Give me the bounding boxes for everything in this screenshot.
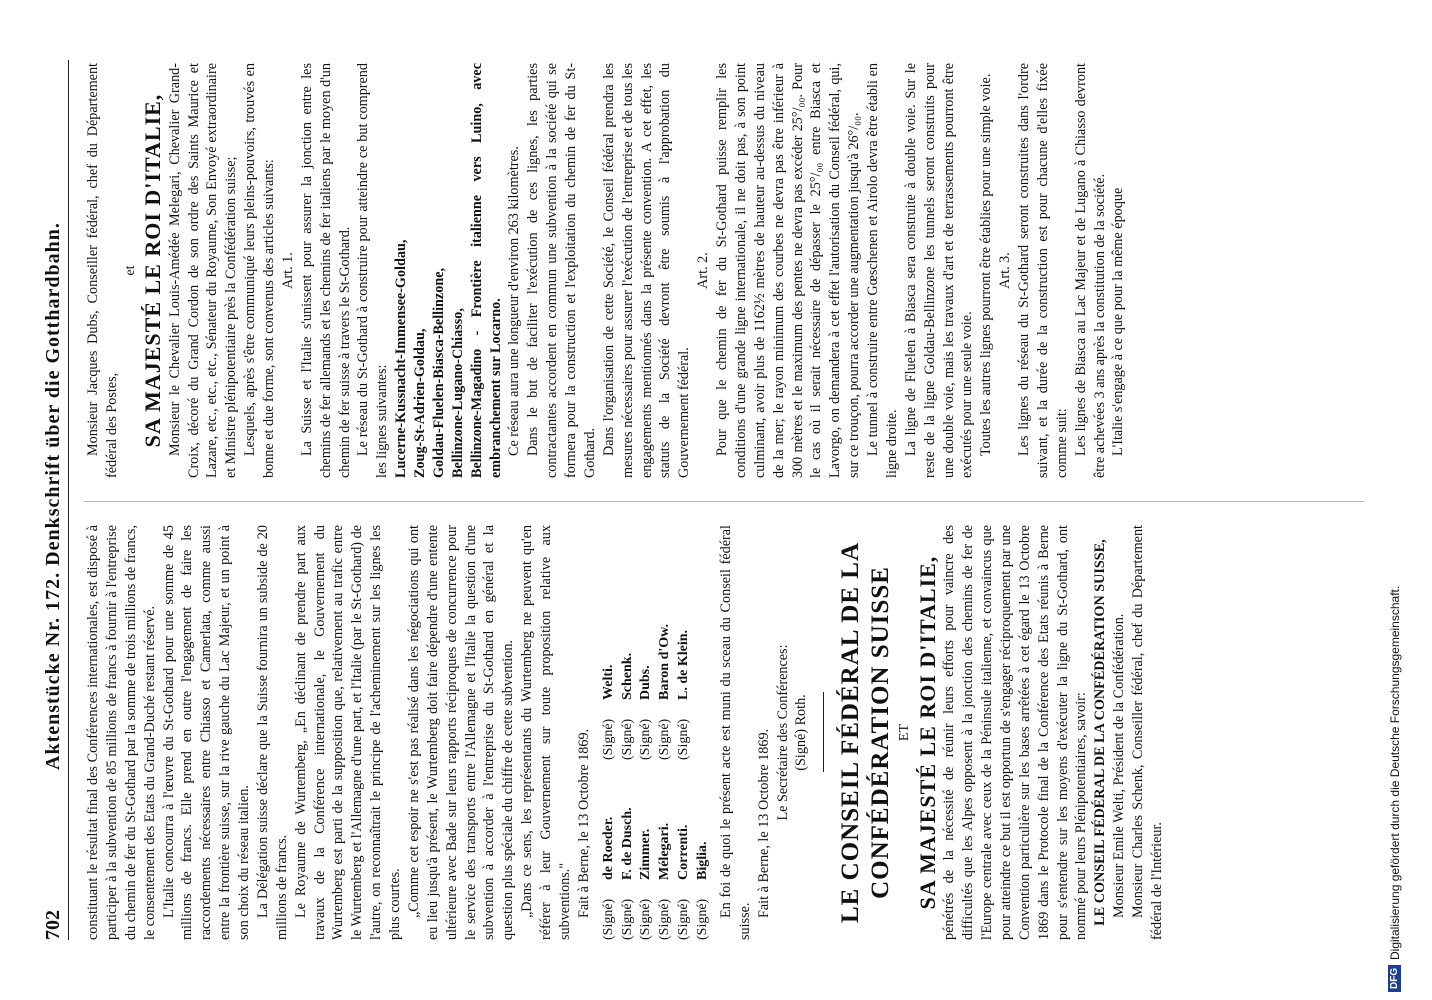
paragraph: „Comme cet espoir ne s'est pas réalisé dans les négociations qui ont eu lieu jusqu'à présent, le Wurtemberg doit faire dépendre d'une entente ultérieure avec Bade sur leurs rapports réciproques de concurrence pour le service des transports entre l'Allemagne et l'Italie la question d'une subvention à accorder à l'entreprise du St-Gothard en général et la question plus spéciale du chiffre de cette subvention.: [405, 525, 517, 940]
dfg-logo: DFG: [1388, 965, 1401, 992]
digitization-footer: [1382, 0, 1412, 1000]
signatory-name: L. de Klein.: [676, 629, 692, 700]
line-item: Goldau-Fluelen-Biasca-Bellinzone,: [430, 267, 447, 478]
right-column: [84, 63, 1374, 478]
page-number: 702: [42, 910, 64, 940]
paragraph: En foi de quoi le présent acte est muni du sceau du Conseil fédéral suisse.: [717, 525, 753, 940]
majesty-heading: SA MAJESTÉ LE ROI D'ITALIE,: [140, 93, 166, 448]
signatory-name: F. de Dusch.: [619, 807, 635, 880]
document-page: [40, 60, 1370, 940]
signatory-name: Correnti.: [676, 824, 692, 880]
paragraph: Dans l'organisation de cette Société, le Conseil fédéral prendra les mesures nécessaires pour assurer l'exécution de l'entreprise et de tous les engagements mentionnés dans la présente convention. A cet effet, les statuts de la Société devront être soumis à l'approbation du Gouvernement fédéral.: [600, 63, 693, 478]
paragraph: La ligne de Fluelen à Biasca sera construite à double voie. Sur le reste de la ligne Goldau-Bellinzone les tunnels seront construits pour une double voie, mais les travaux d'art et de terrassements pourront être exécutés pour une seule voie.: [902, 63, 976, 478]
paragraph: L'Italie concourra à l'œuvre du St-Gothard pour une somme de 45 millions de francs. Elle prend en outre l'engagement de faire les raccordements nécessaires entre Chiasso et Camerlata, comme aussi entre la frontière suisse, sur la rive gauche du Lac Majeur, et un point à son choix du réseau italien.: [160, 525, 252, 940]
line-item: Bellinzone-Lugano-Chiasso,: [449, 308, 466, 478]
signature-row: [694, 525, 713, 940]
paragraph: La Suisse et l'Italie s'unissent pour assurer la jonction entre les chemins de fer allemands et les chemins de fer italiens par le moyen d'un chemin de fer suisse à travers le St-Gothard.: [298, 63, 353, 478]
signature-mark: (Signé): [619, 718, 635, 760]
date-line: Fait à Berne, le 13 Octobre 1869.: [575, 728, 592, 918]
majesty-heading: SA MAJESTÉ LE ROI D'ITALIE,: [914, 555, 940, 910]
signature-mark: (Signé): [676, 898, 692, 940]
line-item: Bellinzone-Magadino - Frontière italienne vers Luino, avec embranchement sur Locarno.: [468, 63, 504, 478]
paragraph: Le Royaume de Wurtemberg, „En déclinant de prendre part aux travaux de la Conférence internationale, le Gouvernement du Wurtemberg est parti de la supposition que, relativement au trafic entre le Wurtemberg et l'Allemagne d'une part, et l'Italie (par le St-Gothard) de l'autre, on reconnaîtrait le principe de l'acheminement sur les lignes les plus courtes.: [292, 525, 403, 940]
signature-mark: (Signé): [657, 718, 673, 760]
signature-block: [600, 525, 713, 940]
signature-mark: (Signé): [600, 898, 616, 940]
date-line: Fait à Berne, le 13 Octobre 1869.: [755, 728, 772, 918]
signature-row: [656, 525, 675, 940]
line-item: Zoug-St-Adrien-Goldau,: [412, 328, 429, 478]
paragraph: Ce réseau aura une longueur d'environ 263 kilomètres.: [506, 146, 523, 456]
paragraph: Pour que le chemin de fer du St-Gothard puisse remplir les conditions d'une grande ligne internationale, il ne doit pas, à son point culminant, avoir plus de 1162½ mètres de hauteur au-dessus du niveau de la mer; le rayon minimum des courbes ne devra pas être inférieur à 300 mètres et le maximum des pentes ne devra pas excéder 25°/₀₀. Pour le cas où il serait nécessaire de dépasser le 25°/₀₀ entre Biasca et Lavorgo, on demandera à cet effet l'autorisation du Conseil fédéral, qui, sur ce trouçon, pourra accorder une augmentation jusqu'à 26°/₀₀.: [714, 63, 863, 478]
paragraph: L'Italie s'engage à ce que pour la même époque: [1110, 187, 1127, 456]
signatory-name: Mélegari.: [657, 822, 673, 880]
signatory-name: Zimmer.: [638, 828, 654, 880]
article-heading: Art. 2.: [695, 252, 712, 289]
line-item: Lucerne-Kussnacht-Immensee-Goldau,: [393, 239, 410, 478]
paragraph: Toutes les autres lignes pourront être établies pour une simple voie.: [978, 73, 995, 456]
conjunction-line: ET: [897, 723, 913, 742]
signatory-name: Dubs.: [638, 665, 654, 700]
signatory-name: Baron d'Ow.: [657, 624, 673, 700]
secretary-signature: (Signé) Roth.: [793, 694, 810, 771]
plenipotentiary-heading: LE CONSEIL FÉDÉRAL DE LA CONFÉDÉRATION SUISSE,: [1092, 539, 1109, 926]
paragraph: Monsieur Jacques Dubs, Conseiller fédéral, chef du Département fédéral des Postes,: [85, 63, 120, 478]
paragraph: pénétrés de la nécessité de réunir leurs efforts pour vaincre des difficultés que les Alpes opposent à la jonction des chemins de fer de l'Europe centrale avec ceux de la Péninsule italienne, et convaincus que pour atteindre ce but il est opportun de s'engager réciproquement par une Convention particulière sur les bases arrêtées à cet égard le 13 Octobre 1869 dans le Protocole final de la Conférence des Etats réunis à Berne pour s'entendre sur les moyens d'exécuter la ligne du St-Gothard, ont nommé pour leurs Plénipotentiaires, savoir:: [941, 525, 1090, 940]
treaty-heading: LE CONSEIL FÉDÉRAL DE LA CONFÉDÉRATION SUISSE: [837, 541, 895, 924]
page-header: [40, 60, 69, 940]
paragraph: „Dans ce sens, les représentants du Wurtemberg ne peuvent qu'en référer à leur Gouvernement sur toute proposition relative aux subventions.": [519, 525, 573, 940]
secretary-line: Le Secrétaire des Conférences:: [774, 644, 791, 821]
digitization-credit: Digitalisierung gefördert durch die Deutsche Forschungsgemeinschaft.: [1388, 585, 1402, 960]
paragraph: constituant le résultat final des Conférences internationales, est disposé à participer à la subvention de 85 millions de francs à fournir à l'entreprise du chemin de fer du St-Gothard par la somme de trois millions de francs, le consentement des Etats du Grand-Duché restant réservé.: [85, 525, 158, 940]
paragraph: Les lignes du réseau du St-Gothard seront construites dans l'ordre suivant, et la durée de la construction est pour chacune d'elles fixée comme suit:: [1016, 63, 1070, 478]
signatory-name: de Roeder.: [600, 816, 616, 880]
signatory-name: Biglia.: [695, 841, 711, 880]
signature-mark: (Signé): [638, 718, 654, 760]
signature-mark: (Signé): [619, 898, 635, 940]
signatory-name: Welti.: [600, 664, 616, 700]
paragraph: Monsieur le Chevalier Louis-Amédée Melegari, Chevalier Grand-Croix, décoré du Grand Cordon de son ordre des Saints Maurice et Lazare, etc., etc., etc., Sénateur du Royaume, Son Envoyé extraordinaire et Ministre plénipotentiaire près la Confédération suisse;: [166, 63, 240, 478]
signature-row: [619, 525, 638, 940]
signature-row: [637, 525, 656, 940]
running-title: Aktenstücke Nr. 172. Denkschrift über die Gotthardbahn.: [42, 222, 64, 770]
article-heading: Art. 3.: [997, 252, 1014, 289]
article-heading: Art. 1.: [279, 252, 296, 289]
paragraph: Monsieur Emile Welti, Président de la Confédération.: [1111, 613, 1128, 918]
paragraph: Le tunnel à construire entre Gœschenen et Airolo devra être établi en ligne droite.: [865, 63, 900, 478]
left-column: [84, 525, 1374, 940]
signature-row: [675, 525, 694, 940]
paragraph: Le réseau du St-Gothard à construire pour atteindre ce but comprend les lignes suivantes:: [355, 63, 391, 478]
paragraph: Dans le but de faciliter l'exécution de ces lignes, les parties contractantes accordent en commun une subvention à la société qui se formera pour la construction et l'exploitation du chemin de fer du St-Gothard.: [525, 63, 598, 478]
paragraph: Monsieur Charles Schenk, Conseiller fédéral, chef du Département fédéral de l'Intérieur.: [1130, 525, 1165, 940]
section-divider: [823, 693, 824, 773]
signature-mark: (Signé): [600, 718, 616, 760]
signature-mark: (Signé): [657, 898, 673, 940]
column-divider: [84, 501, 1364, 502]
paragraph: Les lignes de Biasca au Lac Majeur et de Lugano à Chiasso devront être achevées 3 ans après la constitution de la société.: [1072, 63, 1108, 478]
paragraph: Lesquels, après s'être communiqué leurs pleins-pouvoirs, trouvés en bonne et due forme, sont convenus des articles suivants:: [242, 63, 278, 478]
signature-mark: (Signé): [676, 718, 692, 760]
paragraph: La Délégation suisse déclare que la Suisse fournira un subside de 20 millions de francs.: [254, 525, 290, 940]
signature-row: [600, 525, 619, 940]
signature-mark: (Signé): [695, 898, 711, 940]
signatory-name: Schenk.: [619, 652, 635, 700]
conjunction-line: et: [122, 265, 138, 276]
signature-mark: (Signé): [638, 898, 654, 940]
